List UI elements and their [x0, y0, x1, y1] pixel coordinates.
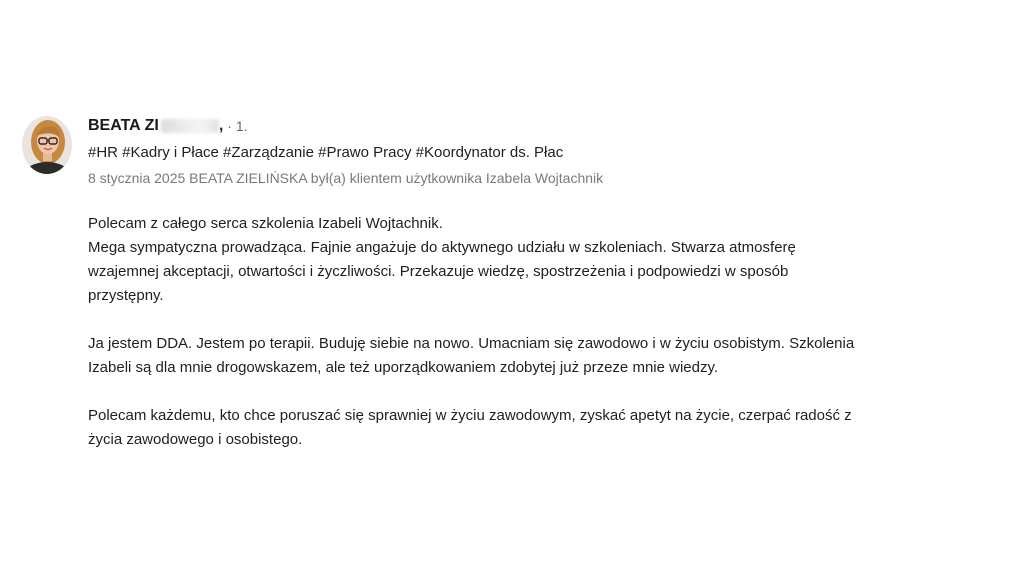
author-name-redaction [161, 119, 219, 133]
author-name-line [88, 114, 988, 138]
profile-photo-icon [22, 116, 72, 174]
recommendation-paragraph [88, 212, 988, 308]
author-name-suffix: , [218, 117, 224, 134]
author-headline: #HR #Kadry i Płace #Zarządzanie #Prawo Pracy #Koordynator ds. Płac [88, 144, 564, 161]
recommendation-meta: 8 stycznia 2025 BEATA ZIELIŃSKA był(a) klientem użytkownika Izabela Wojtachnik [88, 170, 604, 186]
recommendation-paragraph [88, 404, 988, 452]
connection-degree: · 1. [227, 118, 248, 134]
text-line: Mega sympatyczna prowadząca. Fajnie angażuje do aktywnego udziału w szkoleniach. Stwarza atmosferę [88, 239, 796, 256]
text-line: Ja jestem DDA. Jestem po terapii. Buduję siebie na nowo. Umacniam się zawodowo i w życiu osobistym. Szkolenia [88, 335, 855, 352]
text-line: życia zawodowego i osobistego. [88, 431, 303, 448]
recommendation-text [88, 212, 988, 476]
text-line: Polecam każdemu, kto chce poruszać się sprawniej w życiu zawodowym, zyskać apetyt na życie, czerpać radość z [88, 407, 852, 424]
text-line: wzajemnej akceptacji, otwartości i życzliwości. Przekazuje wiedzę, spostrzeżenia i podpowiedzi w sposób [88, 263, 789, 280]
author-name[interactable]: BEATA ZI [88, 117, 159, 134]
recommendation-header [88, 114, 988, 188]
author-avatar[interactable] [22, 116, 72, 174]
recommendation-paragraph [88, 332, 988, 380]
text-line: Izabeli są dla mnie drogowskazem, ale też uporządkowaniem zdobytej już przeze mnie wiedzy. [88, 359, 719, 376]
text-line: Polecam z całego serca szkolenia Izabeli Wojtachnik. [88, 215, 443, 232]
recommendation-card [20, 114, 1000, 474]
text-line: przystępny. [88, 287, 164, 304]
